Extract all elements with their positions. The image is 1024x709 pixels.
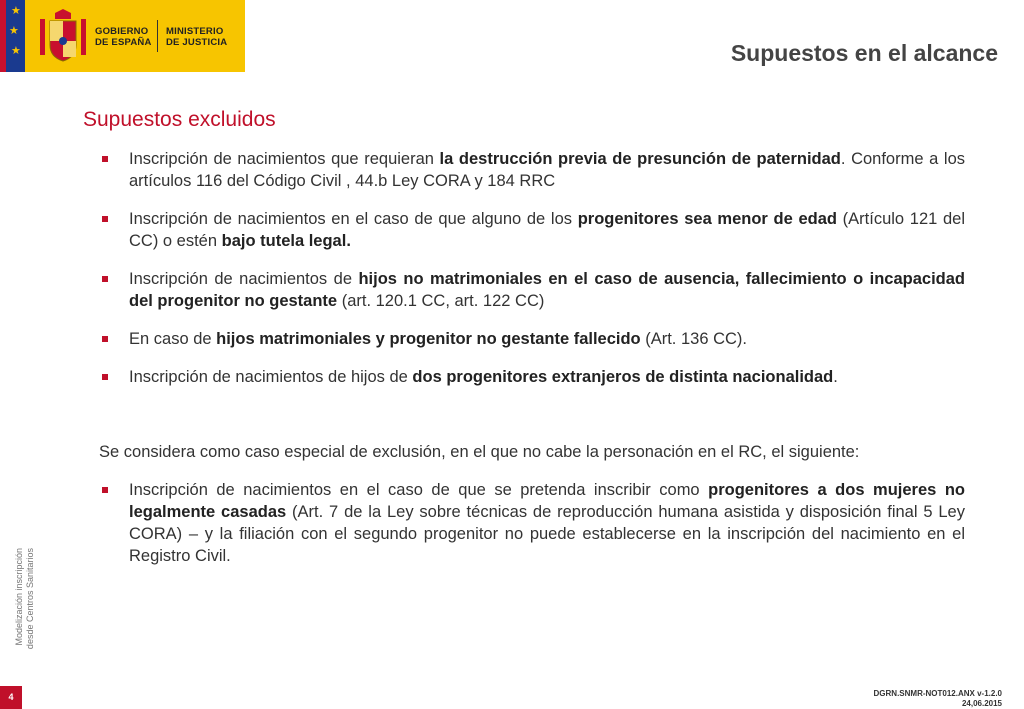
bullet-square-icon [102,276,108,282]
logo-divider [157,20,158,52]
section-title: Supuestos excluidos [83,108,276,131]
government-logo [0,0,245,72]
page-title: Supuestos en el alcance [730,40,998,66]
list-item: Inscripción de nacimientos de hijos de dos progenitores extranjeros de distinta nacionalidad. [99,366,965,388]
page-number: 4 [0,686,22,709]
list-item: Inscripción de nacimientos de hijos no matrimoniales en el caso de ausencia, fallecimiento o incapacidad del progenitor no gestante (art. 120.1 CC, art. 122 CC) [99,268,965,312]
footer-doc-info [874,689,1002,708]
list-item: Inscripción de nacimientos en el caso de que alguno de los progenitores sea menor de edad (Artículo 121 del CC) o estén bajo tutela legal. [99,208,965,252]
special-case-list [99,479,965,567]
bullet-square-icon [102,216,108,222]
bullet-square-icon [102,487,108,493]
special-case-note: Se considera como caso especial de exclusión, en el que no cabe la personación en el RC, el siguiente: [99,443,860,461]
side-label-line2: desde Centros Sanitarios [25,548,35,650]
logo-min-line2: DE JUSTICIA [166,37,228,48]
list-item: En caso de hijos matrimoniales y progenitor no gestante fallecido (Art. 136 CC). [99,328,965,350]
side-label [14,548,44,668]
flag-band: ★ ★ ★ [0,0,25,72]
coat-of-arms-icon [38,9,88,63]
list-item: Inscripción de nacimientos en el caso de que se pretenda inscribir como progenitores a dos mujeres no legalmente casadas (Art. 7 de la Ley sobre técnicas de reproducción humana asistida y disposición final 5 Ley CORA) – y la filiación con el segundo progenitor no puede establecerse en la inscripción del nacimiento en el Registro Civil. [99,479,965,567]
logo-gov-line1: GOBIERNO [95,26,149,37]
side-label-line1: Modelización inscripción [14,548,24,646]
logo-ministerio [166,26,227,48]
bullet-square-icon [102,374,108,380]
logo-min-line1: MINISTERIO [166,26,224,37]
logo-gov-line2: DE ESPAÑA [95,37,152,48]
doc-date: 24,06.2015 [961,698,1002,708]
bullet-square-icon [102,156,108,162]
logo-gobierno [95,26,152,48]
list-item: Inscripción de nacimientos que requieran la destrucción previa de presunción de paternidad. Conforme a los artículos 116 del Código Civil , 44.b Ley CORA y 184 RRC [99,148,965,192]
doc-code: DGRN.SNMR-NOT012.ANX v-1.2.0 [873,689,1002,698]
bullet-square-icon [102,336,108,342]
excluded-list [99,148,965,404]
